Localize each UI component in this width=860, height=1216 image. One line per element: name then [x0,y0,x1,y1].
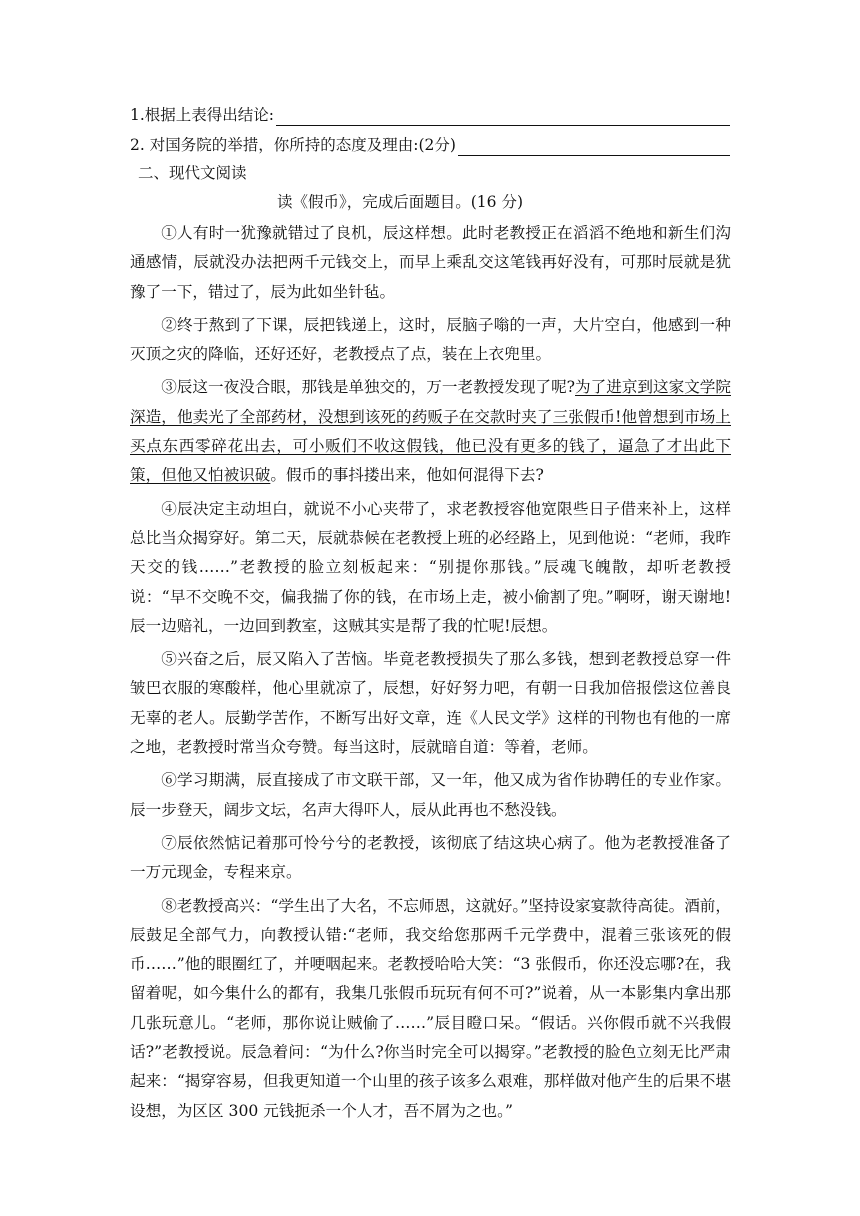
reading-title: 读《假币》，完成后面题目。(16 分) [277,193,523,211]
question-1-label: 1.根据上表得出结论: [130,106,275,124]
paragraph-6: ⑥学习期满，辰直接成了市文联干部，又一年，他又成为省作协聘任的专业作家。辰一步登天，阔步文坛，名声大得吓人，辰从此再也不愁没钱。 [130,771,731,819]
question-1 [130,100,730,126]
paragraph-3-intro: ③辰这一夜没合眼，那钱是单独交的，万一老教授发现了呢? [161,378,576,397]
article-body [130,219,731,1126]
paragraph-3-underlined-passage: 为了进京到这家文学院深造，他卖光了全部药材，没想到该死的药贩子在交款时夹了三张假币!他曾想到市场上买点东西零碎花出去，可小贩们不收这假钱，他已没有更多的钱了，逼急了才出此下策，但他又怕被识破 [130,378,731,485]
paragraph-7: ⑦辰依然惦记着那可怜兮兮的老教授，该彻底了结这块心病了。他为老教授准备了一万元现金，专程来京。 [130,833,731,882]
question-2 [130,130,730,156]
question-2-answer-blank[interactable] [458,137,730,156]
question-2-label: 2. 对国务院的举措，你所持的态度及理由:(2分) [130,136,456,154]
paragraph-4: ④辰决定主动坦白，就说不小心夹带了，求老教授容他宽限些日子借来补上，这样总比当众揭穿好。第二天，辰就恭候在老教授上班的必经路上，见到他说：“老师，我昨天交的钱……”老教授的脸立刻板起来：“别提你那钱。”辰魂飞魄散，却听老教授说：“早不交晚不交，偏我揣了你的钱，在市场上走，被小偷割了兜。”啊呀，谢天谢地!辰一边赔礼，一边回到教室，这贼其实是帮了我的忙呢!辰想。 [130,499,731,635]
paragraph-2: ②终于熬到了下课，辰把钱递上，这时，辰脑子嗡的一声，大片空白，他感到一种灭顶之灾的降临，还好还好，老教授点了点，装在上衣兜里。 [130,315,731,364]
paragraph-3 [130,373,731,490]
paragraph-1: ①人有时一犹豫就错过了良机，辰这样想。此时老教授正在滔滔不绝地和新生们沟通感情，辰就没办法把两千元钱交上，而早上乘乱交这笔钱再好没有，可那时辰就是犹豫了一下，错过了，辰为此如坐针毡。 [130,224,731,301]
paragraph-3-ending: 。假币的事抖搂出来，他如何混得下去? [270,466,544,485]
section-heading: 二、现代文阅读 [138,164,247,182]
question-1-answer-blank[interactable] [276,107,730,126]
paragraph-8: ⑧老教授高兴：“学生出了大名，不忘师恩，这就好。”坚持设家宴款待高徒。酒前，辰鼓足全部气力，向教授认错:“老师，我交给您那两千元学费中，混着三张该死的假币……”他的眼圈红了，并哽咽起来。老教授哈哈大笑：“3 张假币，你还没忘哪?在，我留着呢，如今集什么的都有，我集几张假币玩玩有何不可?”说着，从一本影集内拿出那几张玩意儿。“老师，那你说让贼偷了……”辰目瞪口呆。“假话。兴你假币就不兴我假话?”老教授说。辰急着问：“为什么?你当时完全可以揭穿。”老教授的脸色立刻无比严肃起来：“揭穿容易，但我更知道一个山里的孩子该多么艰难，那样做对他产生的后果不堪设想，为区区 300 元钱扼杀一个人才，吾不屑为之也。” [130,896,731,1120]
paragraph-5: ⑤兴奋之后，辰又陷入了苦恼。毕竟老教授损失了那么多钱，想到老教授总穿一件皱巴衣服的寒酸样，他心里就凉了，辰想，好好努力吧，有朝一日我加倍报偿这位善良无辜的老人。辰勤学苦作，不断写出好文章，连《人民文学》这样的刊物也有他的一席之地，老教授时常当众夸赞。每当这时，辰就暗自道：等着，老师。 [130,650,731,757]
